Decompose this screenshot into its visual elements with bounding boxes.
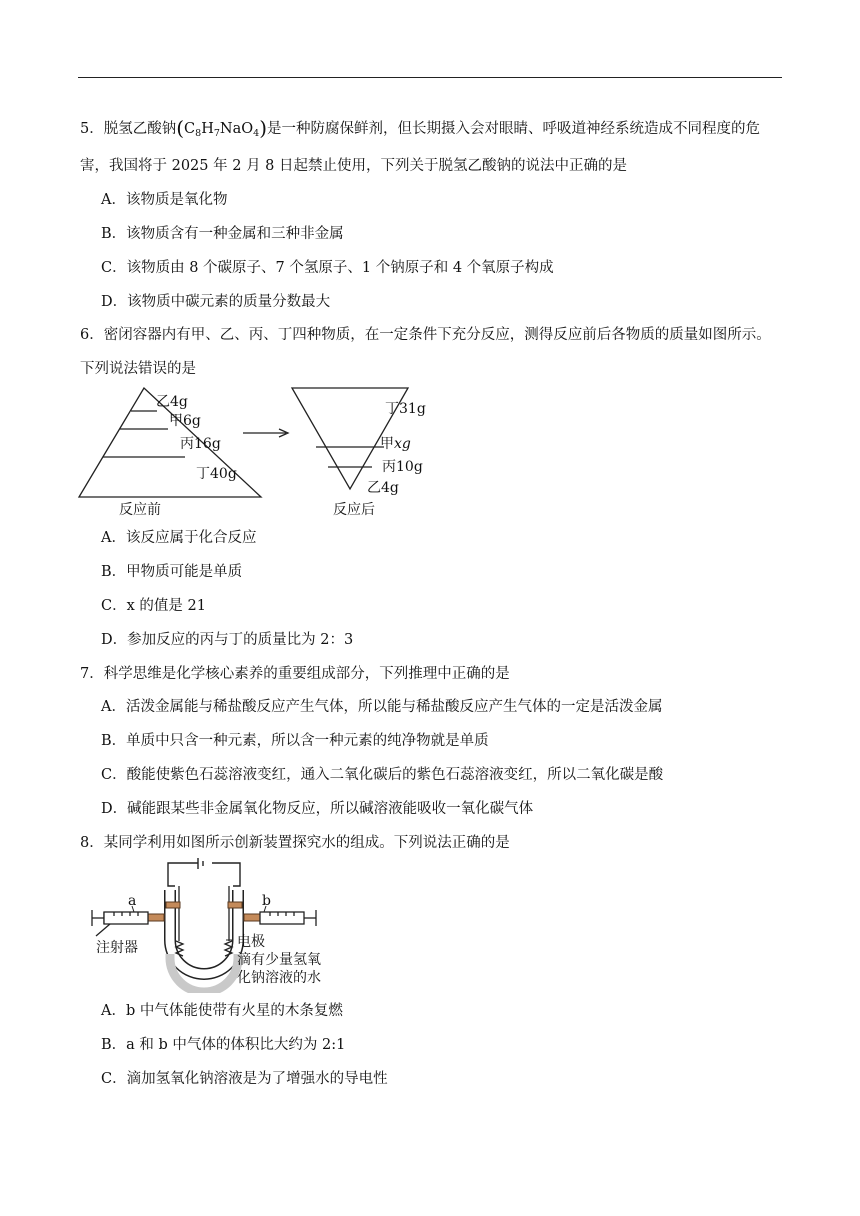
q7-option-d: D．碱能跟某些非金属氧化物反应，所以碱溶液能吸收一氧化碳气体 [101,801,534,817]
q6-option-d: D．参加反应的丙与丁的质量比为 2：3 [101,632,354,648]
after-label-jia: 甲xg [380,436,411,452]
q6-option-a: A．该反应属于化合反应 [101,530,257,546]
label-a: a [128,893,137,909]
syringe-label: 注射器 [96,940,138,956]
question-5-line-2: 害，我国将于 2025 年 2 月 8 日起禁止使用，下列关于脱氢乙酸钠的说法中正确的是 [80,158,628,174]
solution-label-line-2: 化钠溶液的水 [237,970,321,986]
circuit-wire-left [168,863,198,886]
after-caption: 反应后 [333,502,375,518]
solution-label-line-1: 滴有少量氢氧 [237,952,321,968]
circuit-wire-right [212,863,240,886]
left-stopper [166,902,180,908]
question-6-line-2: 下列说法错误的是 [80,361,196,377]
question-6-line-1: 6．密闭容器内有甲、乙、丙、丁四种物质，在一定条件下充分反应，测得反应前后各物质的质量如图所示。 [80,327,771,343]
after-label-yi: 乙4g [367,480,399,496]
q8-option-c: C．滴加氢氧化钠溶液是为了增强水的导电性 [101,1071,388,1087]
reaction-mass-diagram [70,383,470,523]
question-5-line-1: 5．脱氢乙酸钠$(C_8H_7NaO_4)$是一种防腐保鲜剂，但长期摄入会对眼睛、呼吸道神经系统造成不同程度的危 [80,116,760,140]
q6-option-c: C．x 的值是 21 [101,598,206,614]
electrolysis-apparatus-diagram [90,858,370,993]
question-5-prefix: 5．脱氢乙酸钠 [80,121,177,137]
before-label-yi: 乙4g [156,394,188,410]
before-label-ding: 丁40g [196,466,237,482]
question-5-suffix: 是一种防腐保鲜剂，但长期摄入会对眼睛、呼吸道神经系统造成不同程度的危 [267,121,760,137]
q8-option-a: A．b 中气体能使带有火星的木条复燃 [101,1003,343,1019]
q6-option-b: B．甲物质可能是单质 [101,564,243,580]
chemical-formula: $C_8H_7NaO_4$ [184,121,260,139]
q7-option-c: C．酸能使紫色石蕊溶液变红，通入二氧化碳后的紫色石蕊溶液变红，所以二氧化碳是酸 [101,767,664,783]
q8-option-b: B．a 和 b 中气体的体积比大约为 2:1 [101,1037,346,1053]
header-rule [78,77,782,78]
q5-option-a: A．该物质是氧化物 [101,192,228,208]
right-stopper [228,902,242,908]
q5-option-d: D．该物质中碳元素的质量分数最大 [101,294,331,310]
q7-option-a: A．活泼金属能与稀盐酸反应产生气体，所以能与稀盐酸反应产生气体的一定是活泼金属 [101,699,663,715]
question-7-line-1: 7．科学思维是化学核心素养的重要组成部分，下列推理中正确的是 [80,666,510,682]
after-label-bing: 丙10g [382,459,423,475]
before-caption: 反应前 [119,502,161,518]
left-connector [146,914,164,921]
right-syringe [260,910,316,926]
right-connector [244,914,262,921]
label-b: b [262,893,271,909]
q5-option-c: C．该物质由 8 个碳原子、7 个氢原子、1 个钠原子和 4 个氧原子构成 [101,260,554,276]
q5-option-b: B．该物质含有一种金属和三种非金属 [101,226,344,242]
electrode-label: 电极 [237,934,265,950]
question-8-line-1: 8．某同学利用如图所示创新装置探究水的组成。下列说法正确的是 [80,835,510,851]
before-label-bing: 丙16g [180,436,221,452]
before-label-jia: 甲6g [169,413,201,429]
left-syringe [92,910,148,936]
q7-option-b: B．单质中只含一种元素，所以含一种元素的纯净物就是单质 [101,733,489,749]
after-label-ding: 丁31g [385,401,426,417]
